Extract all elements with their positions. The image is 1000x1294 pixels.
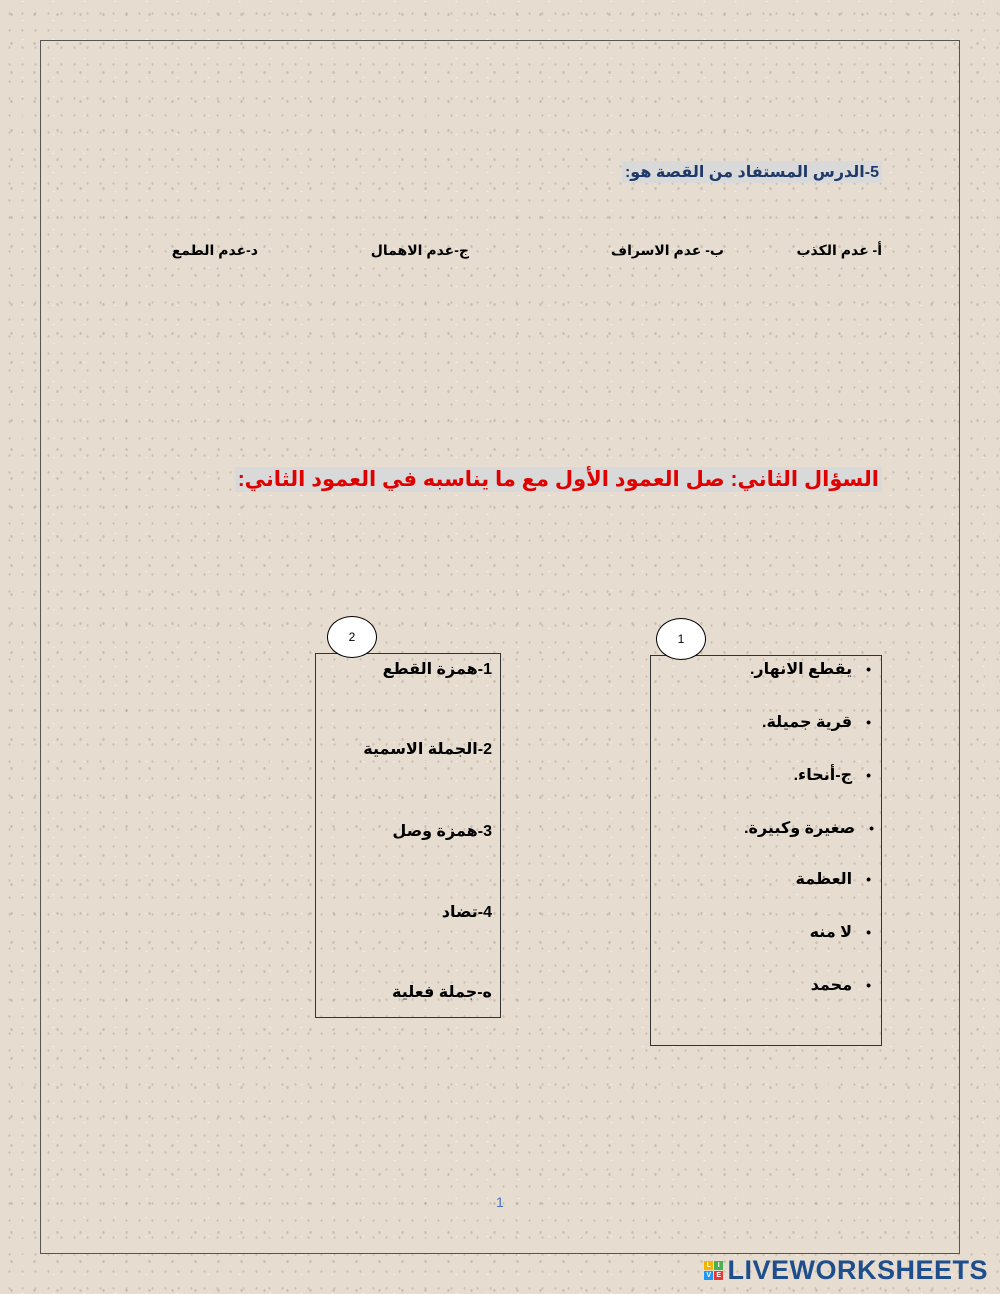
column-2-item[interactable]: 1-همزة القطع (382, 661, 492, 678)
column-1-item[interactable]: •صغيرة وكبيرة. (744, 820, 874, 837)
logo-mark-cell: L (704, 1261, 713, 1270)
column-1-item[interactable]: •العظمة (795, 871, 871, 888)
column-2-item[interactable]: 3-همزة وصل (392, 823, 492, 840)
liveworksheets-logo[interactable] (704, 1255, 988, 1286)
column-2-number: 2 (327, 616, 377, 658)
option-d[interactable]: د-عدم الطمع (171, 242, 258, 258)
page-border (40, 40, 960, 1254)
option-c[interactable]: ج-عدم الاهمال (370, 242, 469, 258)
logo-mark-cell: V (706, 1272, 712, 1279)
column-1-item[interactable]: •قرية جميلة. (762, 714, 871, 731)
logo-mark-cell: I (714, 1261, 723, 1270)
question-5-title: 5-الدرس المستفاد من القصة هو: (622, 161, 882, 183)
column-2-item[interactable]: ه-جملة فعلية (392, 984, 492, 1001)
column-1-item[interactable]: •يقطع الانهار. (749, 661, 871, 678)
option-b[interactable]: ب- عدم الاسراف (610, 242, 724, 258)
column-2-item[interactable]: 4-تضاد (441, 904, 492, 921)
liveworksheets-logo-icon (704, 1261, 723, 1280)
column-1-number: 1 (656, 618, 706, 660)
page-number: 1 (496, 1194, 504, 1210)
option-a[interactable]: أ- عدم الكذب (796, 242, 882, 258)
column-1-item[interactable]: •لا منه (809, 924, 871, 941)
column-1-item[interactable]: •ج-أنحاء. (793, 767, 871, 784)
logo-mark-cell: E (716, 1272, 722, 1279)
liveworksheets-logo-text: LIVEWORKSHEETS (727, 1255, 988, 1285)
question-2-title: السؤال الثاني: صل العمود الأول مع ما يناسبه في العمود الثاني: (235, 467, 882, 492)
column-2-item[interactable]: 2-الجملة الاسمية (363, 741, 492, 758)
column-1-item[interactable]: •محمد (810, 977, 871, 994)
